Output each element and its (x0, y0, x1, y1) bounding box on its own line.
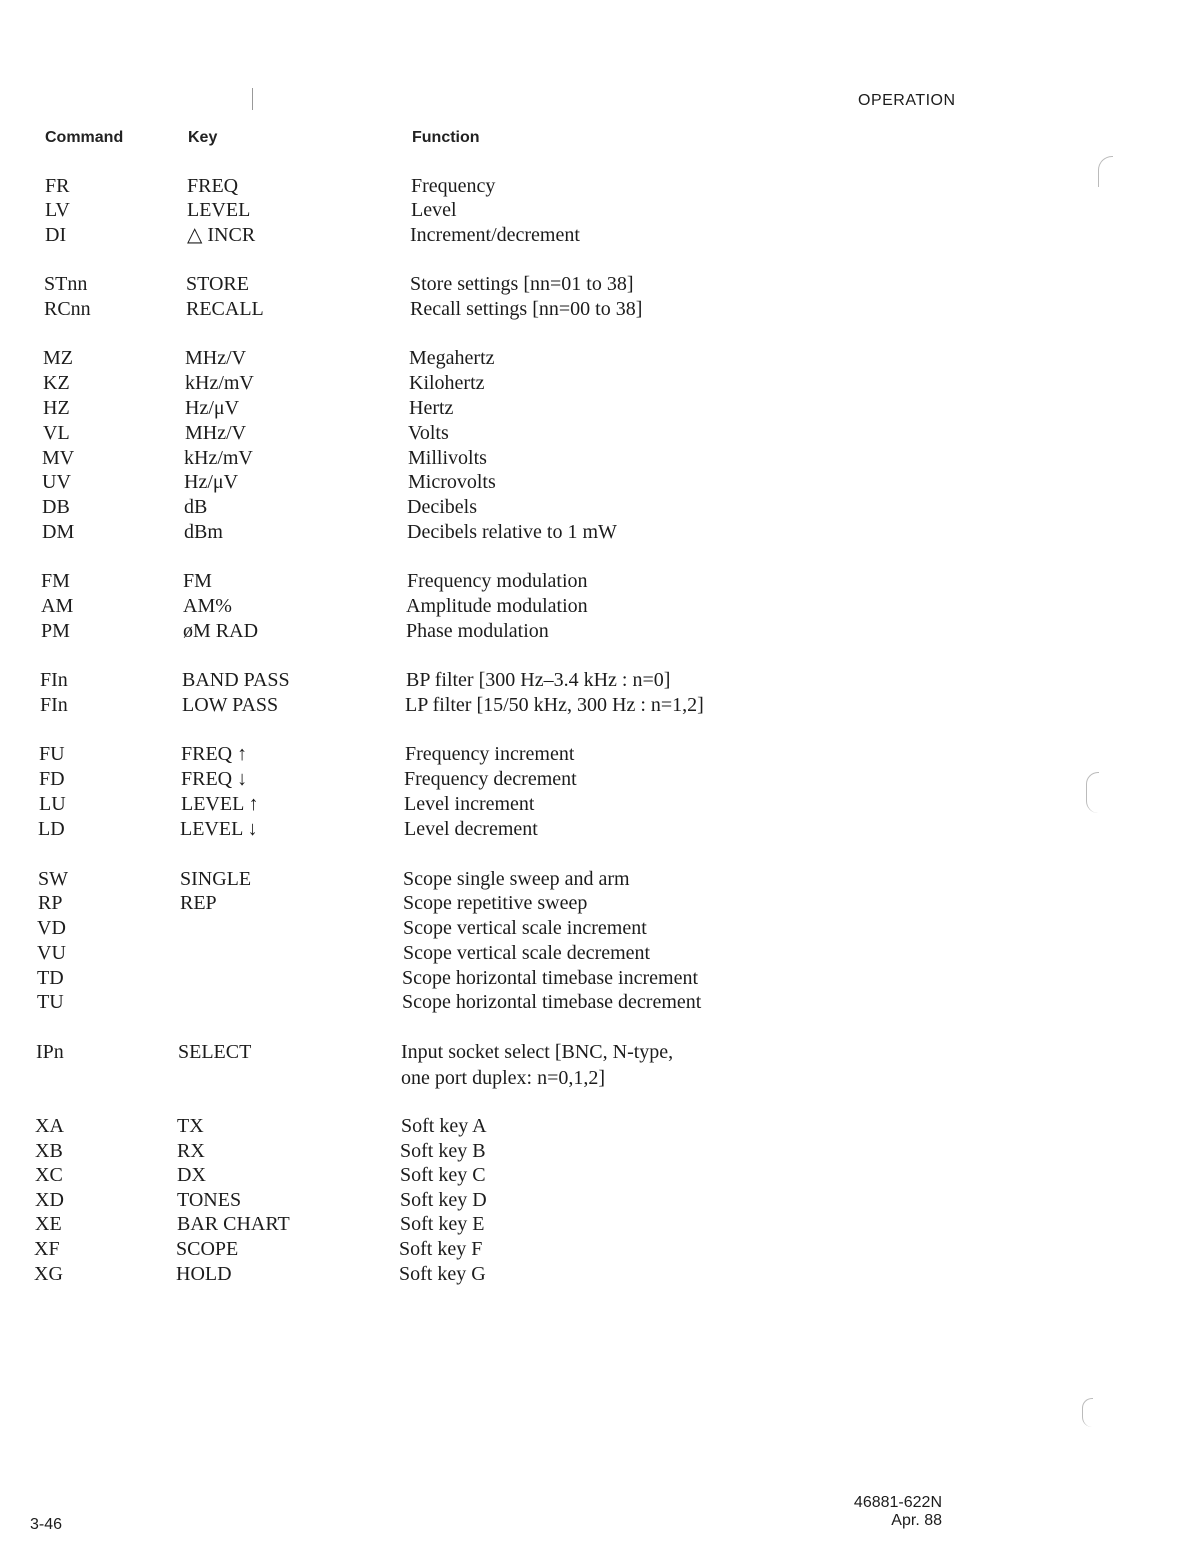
function-cell: Decibels (407, 496, 477, 518)
margin-mark (252, 88, 253, 110)
table-row (0, 1262, 1200, 1286)
key-cell: dB (184, 496, 208, 518)
table-row (0, 1237, 1200, 1261)
scan-mark (1098, 156, 1113, 187)
command-cell: DB (42, 496, 70, 518)
function-cell: Scope horizontal timebase decrement (402, 991, 702, 1013)
command-cell: LD (38, 818, 65, 840)
function-cell: one port duplex: n=0,1,2] (401, 1067, 606, 1089)
function-cell: Soft key F (399, 1238, 483, 1260)
command-cell: HZ (43, 397, 70, 419)
command-cell: DM (42, 521, 75, 543)
table-row (0, 867, 1200, 891)
table-row (0, 470, 1200, 494)
key-cell: MHz/V (185, 347, 247, 369)
key-cell: △ INCR (187, 224, 256, 246)
key-cell: MHz/V (185, 422, 247, 444)
table-row (0, 1212, 1200, 1236)
column-header-command: Command (45, 129, 124, 146)
function-cell: BP filter [300 Hz–3.4 kHz : n=0] (406, 669, 671, 691)
key-cell: REP (180, 892, 217, 914)
command-cell: VU (37, 942, 66, 964)
key-cell: LEVEL ↑ (181, 793, 259, 815)
command-cell: XB (35, 1140, 63, 1162)
function-cell: Input socket select [BNC, N-type, (401, 1041, 674, 1063)
footer-doc-info (826, 1494, 942, 1530)
function-cell: Phase modulation (406, 620, 549, 642)
key-cell: DX (177, 1164, 206, 1186)
page-number: 3-46 (30, 1516, 63, 1533)
key-cell: Hz/μV (185, 397, 240, 419)
command-cell: FM (41, 570, 70, 592)
table-row (0, 174, 1200, 198)
key-cell: øM RAD (183, 620, 259, 642)
table-row (0, 520, 1200, 544)
table-row (0, 817, 1200, 841)
function-cell: Frequency increment (405, 743, 575, 765)
command-cell: FD (39, 768, 65, 790)
table-row (0, 693, 1200, 717)
revision-date: Apr. 88 (891, 1512, 942, 1529)
command-cell: AM (41, 595, 74, 617)
key-cell: SINGLE (180, 868, 252, 890)
command-cell: VL (43, 422, 70, 444)
column-header-function: Function (412, 129, 480, 146)
key-cell: FREQ ↑ (181, 743, 248, 765)
function-cell: Millivolts (408, 447, 487, 469)
key-cell: BAND PASS (182, 669, 290, 691)
table-row (0, 594, 1200, 618)
table-row (0, 223, 1200, 247)
key-cell: SCOPE (176, 1238, 239, 1260)
command-cell: TD (37, 967, 64, 989)
key-cell: SELECT (178, 1041, 252, 1063)
function-cell: Soft key D (400, 1189, 487, 1211)
column-header-key: Key (188, 129, 218, 146)
table-row (0, 668, 1200, 692)
key-cell: LEVEL ↓ (180, 818, 258, 840)
function-cell: Level (411, 199, 457, 221)
table-row (0, 990, 1200, 1014)
table-row (0, 272, 1200, 296)
function-cell: Recall settings [nn=00 to 38] (410, 298, 643, 320)
command-cell: XA (35, 1115, 64, 1137)
key-cell: AM% (183, 595, 232, 617)
table-row (0, 891, 1200, 915)
command-cell: XC (35, 1164, 63, 1186)
function-cell: Microvolts (408, 471, 496, 493)
key-cell: dBm (184, 521, 223, 543)
key-cell: FREQ (187, 175, 239, 197)
table-row (0, 941, 1200, 965)
function-cell: Soft key C (400, 1164, 486, 1186)
function-cell: Soft key B (400, 1140, 486, 1162)
table-row (0, 1040, 1200, 1064)
command-cell: XD (35, 1189, 64, 1211)
command-cell: TU (37, 991, 64, 1013)
command-cell: RP (38, 892, 63, 914)
command-cell: IPn (36, 1041, 64, 1063)
command-cell: XE (35, 1213, 62, 1235)
command-cell: SW (38, 868, 68, 890)
function-cell: Soft key A (401, 1115, 487, 1137)
table-row (0, 1139, 1200, 1163)
table-row (0, 792, 1200, 816)
function-cell: Kilohertz (409, 372, 485, 394)
command-cell: RCnn (44, 298, 91, 320)
command-cell: LV (45, 199, 70, 221)
function-cell: Frequency (411, 175, 496, 197)
function-cell: Hertz (409, 397, 454, 419)
command-cell: FIn (40, 669, 68, 691)
scan-mark (1082, 1398, 1093, 1427)
table-row (0, 446, 1200, 470)
table-row (0, 966, 1200, 990)
table-row (0, 421, 1200, 445)
command-cell: XG (34, 1263, 63, 1285)
table-row (0, 1114, 1200, 1138)
table-row (0, 1066, 1200, 1090)
table-row (0, 346, 1200, 370)
command-cell: XF (34, 1238, 60, 1260)
key-cell: TONES (177, 1189, 242, 1211)
function-cell: Scope single sweep and arm (403, 868, 630, 890)
table-row (0, 396, 1200, 420)
function-cell: Level increment (404, 793, 535, 815)
command-cell: FR (45, 175, 70, 197)
key-cell: RECALL (186, 298, 264, 320)
function-cell: Volts (408, 422, 449, 444)
key-cell: kHz/mV (184, 447, 253, 469)
function-cell: Frequency modulation (407, 570, 588, 592)
key-cell: FM (183, 570, 212, 592)
key-cell: TX (177, 1115, 204, 1137)
command-cell: DI (45, 224, 67, 246)
table-row (0, 297, 1200, 321)
function-cell: Soft key G (399, 1263, 486, 1285)
table-row (0, 916, 1200, 940)
command-cell: UV (42, 471, 71, 493)
function-cell: Soft key E (400, 1213, 485, 1235)
key-cell: RX (177, 1140, 205, 1162)
table-row (0, 495, 1200, 519)
table-row (0, 767, 1200, 791)
command-cell: KZ (43, 372, 70, 394)
key-cell: STORE (186, 273, 249, 295)
key-cell: kHz/mV (185, 372, 254, 394)
function-cell: Scope repetitive sweep (403, 892, 588, 914)
key-cell: Hz/μV (184, 471, 239, 493)
function-cell: Frequency decrement (404, 768, 577, 790)
table-row (0, 371, 1200, 395)
function-cell: Amplitude modulation (406, 595, 588, 617)
function-cell: Level decrement (404, 818, 538, 840)
table-row (0, 742, 1200, 766)
key-cell: LEVEL (187, 199, 251, 221)
function-cell: LP filter [15/50 kHz, 300 Hz : n=1,2] (405, 694, 704, 716)
command-cell: MZ (43, 347, 73, 369)
scan-mark (1086, 772, 1099, 813)
table-row (0, 1188, 1200, 1212)
command-cell: FIn (40, 694, 68, 716)
key-cell: HOLD (176, 1263, 232, 1285)
command-cell: PM (41, 620, 70, 642)
table-row (0, 198, 1200, 222)
function-cell: Decibels relative to 1 mW (407, 521, 617, 543)
function-cell: Store settings [nn=01 to 38] (410, 273, 634, 295)
key-cell: BAR CHART (177, 1213, 290, 1235)
key-cell: LOW PASS (182, 694, 279, 716)
section-title: OPERATION (858, 92, 956, 109)
table-row (0, 619, 1200, 643)
function-cell: Scope horizontal timebase increment (402, 967, 699, 989)
command-cell: VD (37, 917, 66, 939)
command-cell: LU (39, 793, 66, 815)
command-cell: FU (39, 743, 65, 765)
function-cell: Scope vertical scale decrement (403, 942, 651, 964)
command-cell: MV (42, 447, 75, 469)
function-cell: Megahertz (409, 347, 495, 369)
command-cell: STnn (44, 273, 88, 295)
table-row (0, 569, 1200, 593)
table-row (0, 1163, 1200, 1187)
document-number: 46881-622N (853, 1494, 942, 1511)
function-cell: Increment/decrement (410, 224, 580, 246)
key-cell: FREQ ↓ (181, 768, 248, 790)
function-cell: Scope vertical scale increment (403, 917, 647, 939)
